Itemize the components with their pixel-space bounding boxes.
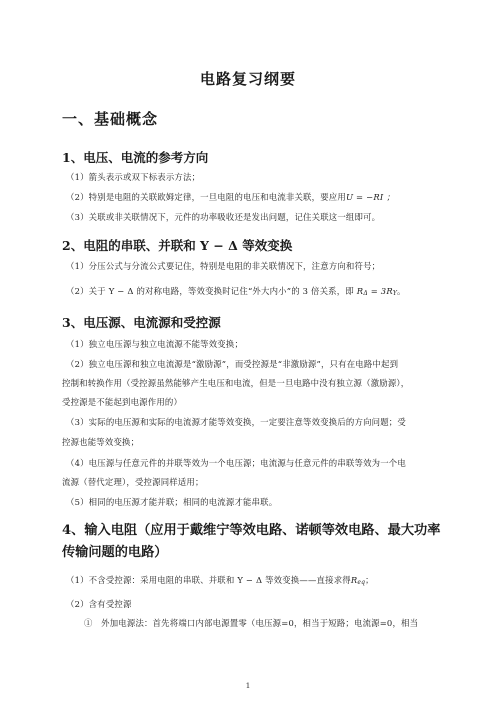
paragraph-1-2-text: （2）特别是电阻的关联欧姆定律，一旦电阻的电压和电流非关联，要应用 xyxy=(66,192,346,202)
formula-req-end: ； xyxy=(365,575,374,585)
paragraph-3-line-4: 受控源是不能起到电源作用的） xyxy=(62,397,183,407)
formula-delta-3ry xyxy=(357,286,397,296)
paragraph-2-1: （1）分压公式与分流公式要记住，特别是电阻的非关联情况下，注意方向和符号； xyxy=(66,261,381,271)
section-heading-basics: 一、基础概念 xyxy=(62,110,159,128)
heading-sources: 3、电压源、电流源和受控源 xyxy=(62,315,221,330)
paragraph-2-2 xyxy=(66,285,406,297)
formula-req xyxy=(351,575,365,585)
paragraph-2-2-text: （2）关于 Y − Δ 的对称电路，等效变换时记住“外大内小”的 3 倍关系，即 xyxy=(66,286,354,296)
paragraph-3-line-9: （5）相同的电压源才能并联；相同的电流源才能串联。 xyxy=(66,497,278,507)
formula-sub-delta: Δ xyxy=(363,290,368,297)
formula-3r: = 3R xyxy=(367,286,393,296)
paragraph-3-line-6: 控源也能等效变换； xyxy=(62,437,140,447)
heading-resistor-series-parallel: 2、电阻的串联、并联和 Y − Δ 等效变换 xyxy=(62,238,293,253)
paragraph-3-line-5: （3）实际的电压源和实际的电流源才能等效变换，一定要注意等效变换后的方向问题；受 xyxy=(66,417,406,427)
formula-end: 。 xyxy=(397,286,406,296)
heading-reference-direction: 1、电压、电流的参考方向 xyxy=(62,150,209,165)
paragraph-4-1 xyxy=(66,574,374,586)
paragraph-3-line-1: （1）独立电压源与独立电流源不能等效变换； xyxy=(66,339,244,349)
paragraph-4-3: ① 外加电源法：首先将端口内部电源置零（电压源=0，相当于短路；电流源=0，相当 xyxy=(84,618,419,628)
paragraph-1-2 xyxy=(66,191,395,203)
formula-u-minus-ri: U = −RI ； xyxy=(345,192,395,202)
formula-req-sub: eq xyxy=(357,579,366,586)
paragraph-3-line-7: （4）电压源与任意元件的并联等效为一个电压源；电流源与任意元件的串联等效为一个电 xyxy=(66,458,406,468)
formula-sub-y: Y xyxy=(392,290,398,297)
paragraph-3-line-2: （2）独立电压源和独立电流源是“激励源”，而受控源是“非激励源”，只有在电路中起到 xyxy=(66,359,399,369)
paragraph-3-line-8: 流源（替代定理），受控源同样适用； xyxy=(62,477,204,487)
formula-r: R xyxy=(356,286,364,296)
page-number: 1 xyxy=(245,681,251,690)
page-title: 电路复习纲要 xyxy=(199,70,296,88)
heading-input-resistance: 4、输入电阻（应用于戴维宁等效电路、诺顿等效电路、最大功率传输问题的电路） xyxy=(62,523,441,560)
paragraph-4-2: （2）含有受控源 xyxy=(66,599,132,609)
paragraph-3-line-3: 控制和转换作用（受控源虽然能够产生电压和电流，但是一旦电路中没有独立源（激励源）， xyxy=(62,378,410,388)
paragraph-1-1: （1）箭头表示或双下标表示方法； xyxy=(66,172,201,182)
formula-req-r: R xyxy=(350,575,358,585)
paragraph-4-1-text: （1）不含受控源：采用电阻的串联、并联和 Y − Δ 等效变换——直接求得 xyxy=(66,575,351,585)
paragraph-1-3: （3）关联或非关联情况下，元件的功率吸收还是发出问题，记住关联这一组即可。 xyxy=(66,212,381,222)
